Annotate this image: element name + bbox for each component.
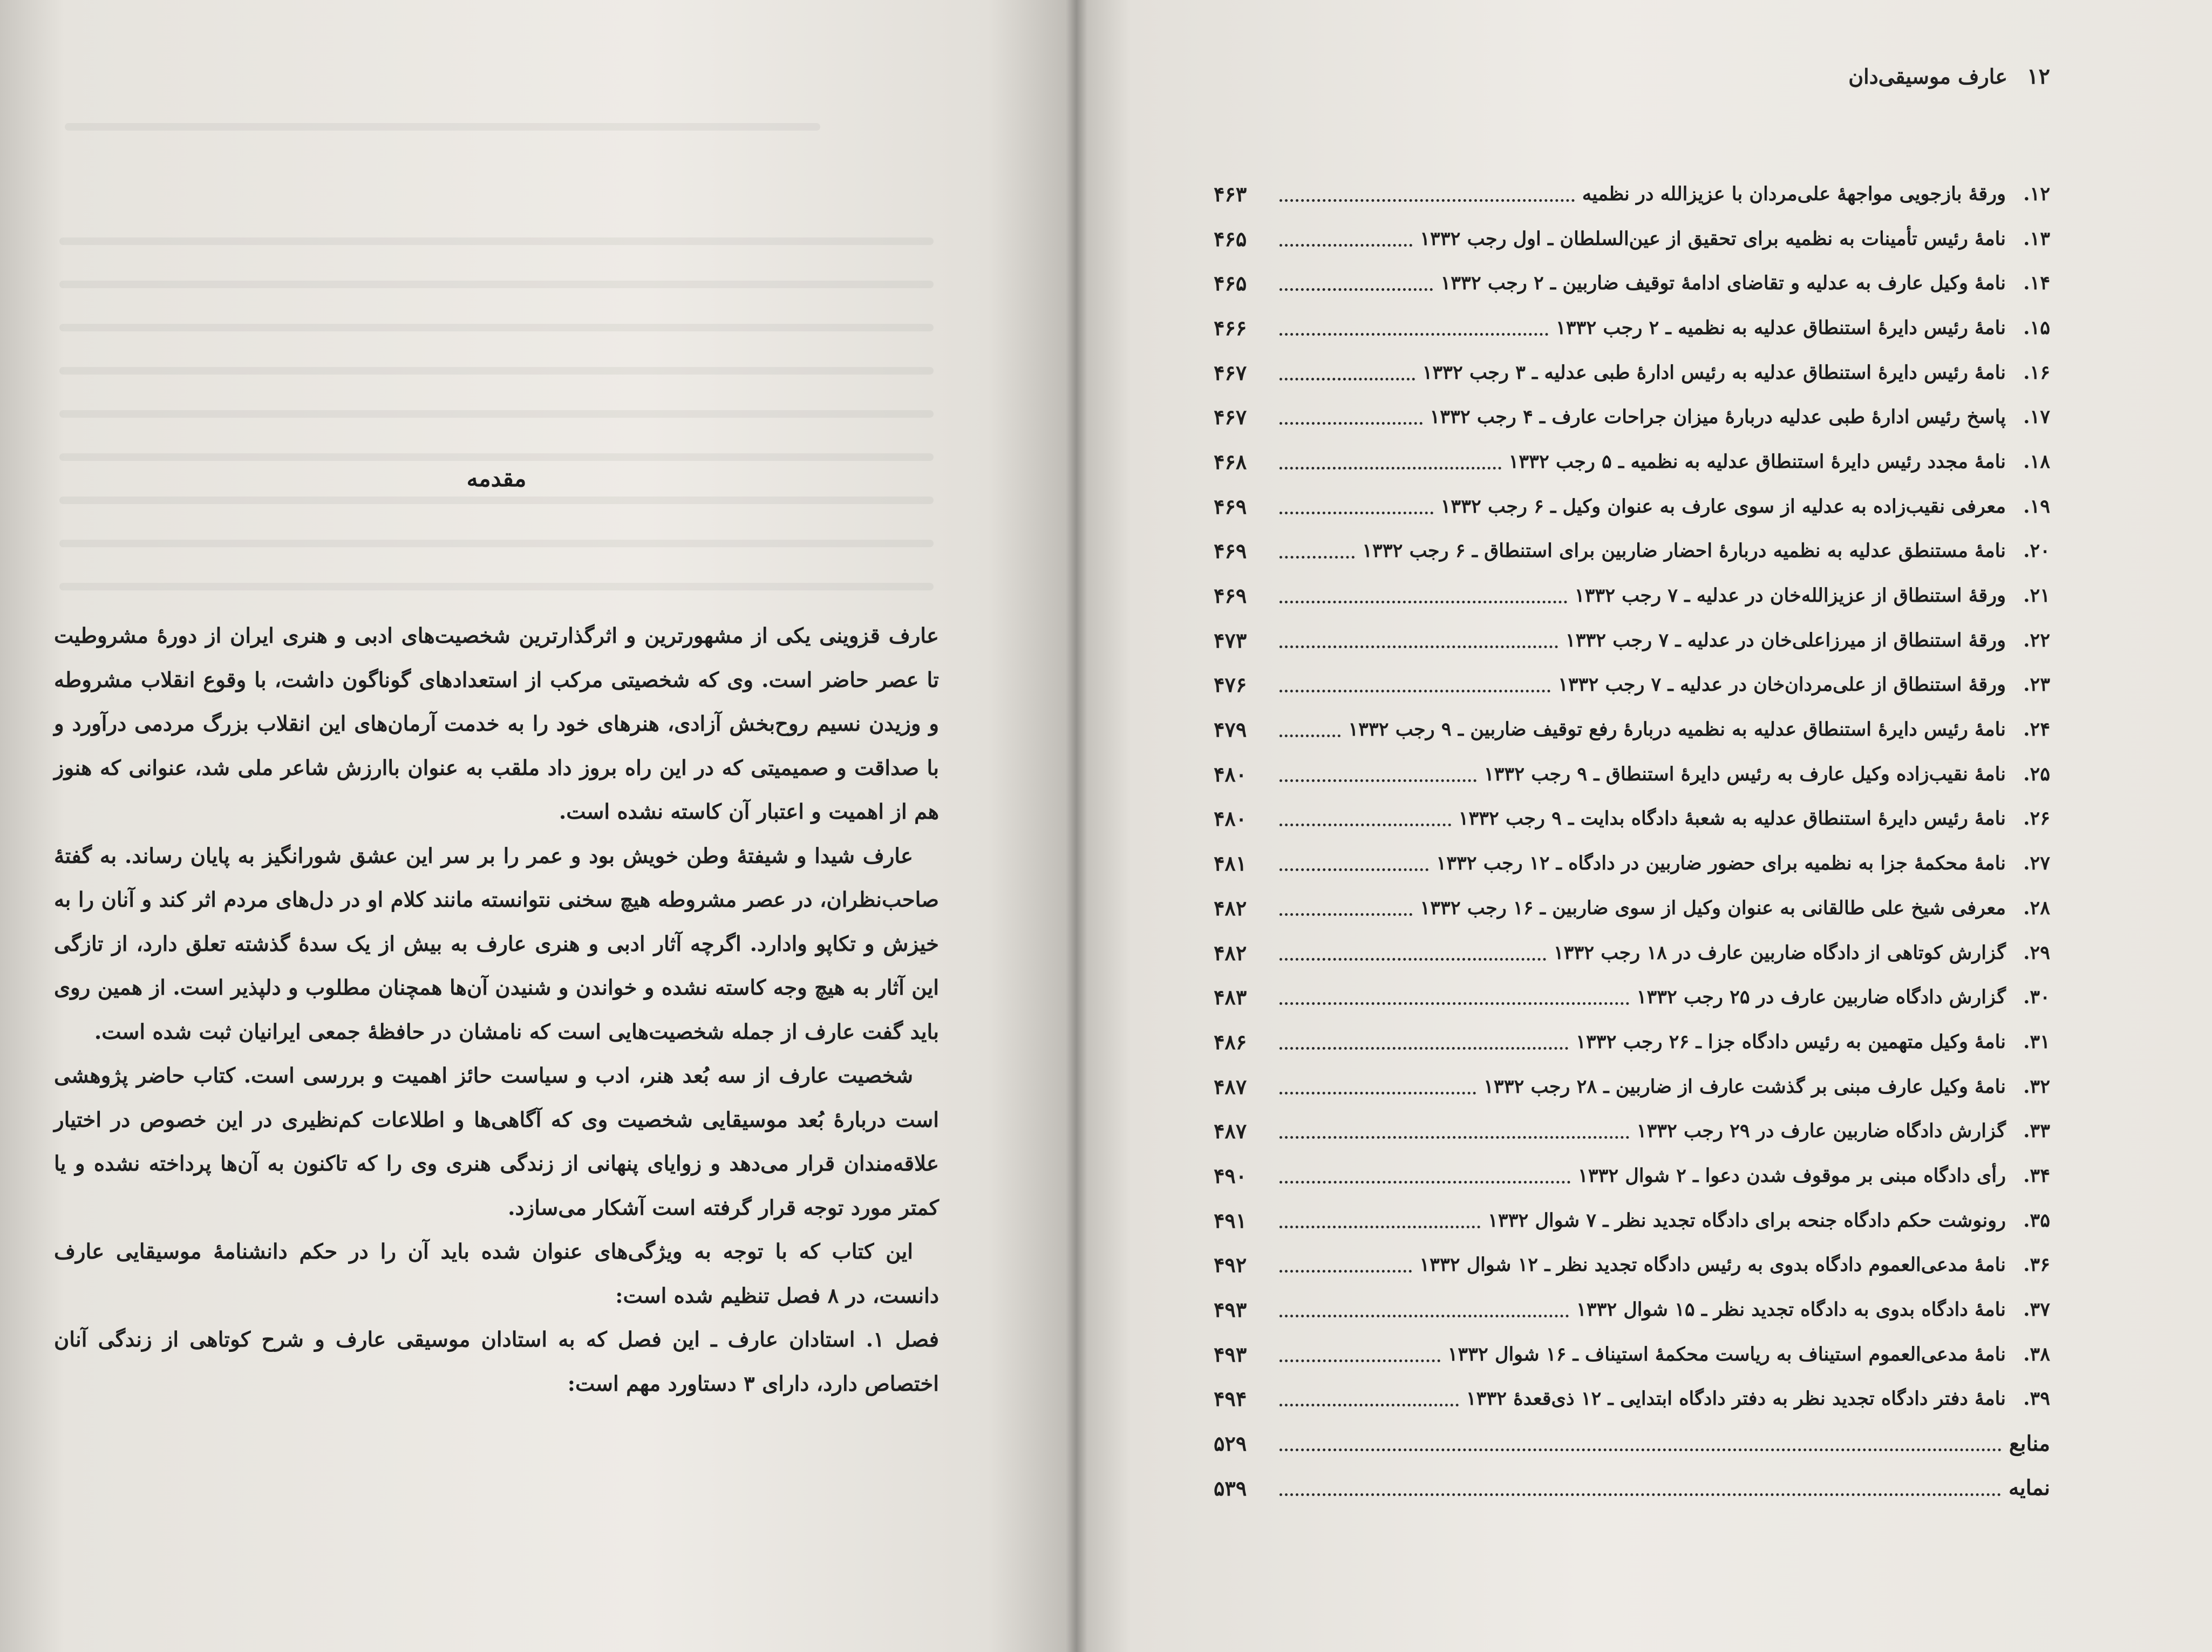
dot-leader [1279, 1315, 1569, 1317]
toc-entry-title: نامهٔ دفتر دادگاه تجدید نظر به دفتر دادگاه ابتدایی ـ ۱۲ ذی‌قعدهٔ ۱۳۳۲ [1466, 1388, 2006, 1410]
toc-entry-title: معرفی نقیب‌زاده به عدلیه از سوی عارف به عنوان وکیل ـ ۶ رجب ۱۳۳۲ [1440, 495, 2006, 518]
toc-entry [1214, 975, 2050, 1019]
toc-entry-title: ورقهٔ استنطاق از علی‌مردان‌خان در عدلیه ـ ۷ رجب ۱۳۳۲ [1558, 674, 2006, 696]
toc-entry-title: نامهٔ رئیس دایرهٔ استنطاق عدلیه به رئیس ادارهٔ طبی عدلیه ـ ۳ رجب ۱۳۳۲ [1422, 361, 2006, 384]
toc-entry [1214, 172, 2050, 216]
toc-entry [1214, 1198, 2050, 1243]
toc-entry [1214, 930, 2050, 975]
toc-entry [1214, 305, 2050, 350]
running-head [1848, 64, 2050, 89]
toc-entry-number: ۳۰. [2023, 986, 2050, 1009]
toc-entry-number: ۳۹. [2023, 1388, 2050, 1410]
toc-entry [1214, 797, 2050, 841]
right-page [1074, 0, 2212, 1652]
toc-entry-page: ۴۸۰ [1214, 762, 1247, 786]
chapter-term: فصل ۱. استادان عارف ـ [711, 1328, 939, 1352]
toc-entry [1214, 1377, 2050, 1422]
toc-entry-page: ۴۶۷ [1214, 360, 1247, 385]
toc-entry-title: نامهٔ وکیل عارف به عدلیه و تقاضای ادامهٔ توقیف ضاربین ـ ۲ رجب ۱۳۳۲ [1440, 272, 2006, 295]
toc-entry-number: ۲۷. [2023, 852, 2050, 875]
toc-entry-number: ۳۳. [2023, 1120, 2050, 1143]
toc-entry-title: ورقهٔ بازجویی مواجههٔ علی‌مردان با عزیزالله در نظمیه [1582, 182, 2006, 205]
toc-entry [1214, 1109, 2050, 1153]
dot-leader [1279, 1359, 1440, 1362]
toc-entry [1214, 216, 2050, 261]
dot-leader [1279, 1047, 1568, 1050]
toc-entry-page: ۴۶۸ [1214, 449, 1247, 474]
paragraph: شخصیت عارف از سه بُعد هنر، ادب و سیاست حائز اهمیت و بررسی است. کتاب حاضر پژوهشی است دربارهٔ بُعد موسیقایی شخصیت وی که آگاهی‌ها و اطلاعات کم‌نظیری در این خصوص در اختیار علاقه‌مندان قرار می‌دهد و زوایای پنهانی از زندگی هنری وی را که تاکنون به آن‌ها پرداخته نشده و یا کمتر مورد توجه قرار گرفته است آشکار می‌سازد. [54, 1064, 939, 1220]
dot-leader [1279, 645, 1558, 648]
toc-entry-number: ۱۲. [2023, 182, 2050, 205]
toc-entry [1214, 1153, 2050, 1198]
toc-entry-title: ورقهٔ استنطاق از عزیزالله‌خان در عدلیه ـ ۷ رجب ۱۳۳۲ [1574, 584, 2006, 607]
toc-entry-title: نامهٔ رئیس دایرهٔ استنطاق عدلیه به نظمیه دربارهٔ رفع توقیف ضاربین ـ ۹ رجب ۱۳۳۲ [1348, 718, 2006, 741]
toc-entry-title: نامهٔ محکمهٔ جزا به نظمیه برای حضور ضاربین در دادگاه ـ ۱۲ رجب ۱۳۳۲ [1436, 852, 2006, 875]
toc-entry-number: ۲۱. [2023, 584, 2050, 607]
toc-entry [1214, 618, 2050, 663]
dot-leader [1279, 244, 1412, 247]
dot-leader [1279, 1404, 1459, 1406]
toc-entry-number: ۲۲. [2023, 629, 2050, 651]
dot-leader [1279, 735, 1340, 737]
dot-leader [1279, 958, 1546, 961]
dot-leader [1279, 1181, 1570, 1184]
toc-entry [1214, 573, 2050, 618]
toc-entry-title: نامهٔ نقیب‌زاده وکیل عارف به رئیس دایرهٔ استنطاق ـ ۹ رجب ۱۳۳۲ [1483, 763, 2006, 785]
book-gutter [1066, 0, 1087, 1652]
toc-entry-title: نامهٔ رئیس تأمینات به نظمیه برای تحقیق از عین‌السلطان ـ اول رجب ۱۳۳۲ [1420, 227, 2006, 250]
toc-entry-number: ۱۹. [2023, 495, 2050, 518]
toc-entry-page: ۴۹۱ [1214, 1208, 1247, 1233]
toc-entry-title: رونوشت حکم دادگاه جنحه برای دادگاه تجدید نظر ـ ۷ شوال ۱۳۳۲ [1488, 1209, 2006, 1232]
chapter-text: این فصل که به استادان موسیقی عارف و شرح کوتاهی از زندگی آنان اختصاص دارد، دارای ۳ دستاورد مهم است: [54, 1328, 939, 1396]
toc-entry-page: ۴۷۳ [1214, 628, 1247, 652]
dot-leader [1279, 378, 1415, 380]
dot-leader [1279, 824, 1451, 826]
dot-leader [1279, 913, 1412, 916]
toc-entry-title: گزارش دادگاه ضاربین عارف در ۲۹ رجب ۱۳۳۲ [1636, 1120, 2006, 1143]
toc-entry-page: ۴۹۲ [1214, 1253, 1247, 1277]
toc-entry-title: نامهٔ مدعی‌العموم دادگاه بدوی به رئیس دادگاه تجدید نظر ـ ۱۲ شوال ۱۳۳۲ [1419, 1254, 2006, 1276]
toc-entry-title: نامهٔ رئیس دایرهٔ استنطاق عدلیه به نظمیه ـ ۲ رجب ۱۳۳۲ [1556, 316, 2006, 339]
toc-entry-title: منابع [2009, 1431, 2050, 1456]
toc-entry-number: ۳۱. [2023, 1030, 2050, 1053]
toc-entry-page: ۴۶۹ [1214, 583, 1247, 608]
table-of-contents [1214, 172, 2050, 1511]
dot-leader [1279, 422, 1423, 425]
toc-entry-number: ۲۶. [2023, 807, 2050, 830]
paragraph: عارف شیدا و شیفتهٔ وطن خویش بود و عمر را بر سر این عشق شورانگیز به پایان رساند. به گفتهٔ صاحب‌نظران، در عصر مشروطه هیچ سخنی نتوانسته مانند کلام او در دل‌های مردم اثر کند و آنان را به خیزش و تکاپو وادارد. اگرچه آثار ادبی و هنری عارف به بیش از یک سدهٔ گذشته تعلق دارد، از تازگی این آثار به هیچ وجه کاسته نشده و خواندن و شنیدن آن‌ها همچنان مطلوب و دلپذیر است. از همین روی باید گفت عارف از جمله شخصیت‌هایی است که نامشان در حافظهٔ جمعی ایرانیان ثبت شده است. [54, 844, 939, 1044]
toc-entry-page: ۴۶۵ [1214, 271, 1247, 296]
toc-entry-number: ۳۴. [2023, 1164, 2050, 1187]
dot-leader [1279, 779, 1476, 782]
toc-entry-page: ۴۶۵ [1214, 226, 1247, 251]
toc-entry [1214, 439, 2050, 484]
toc-entry [1214, 663, 2050, 708]
toc-entry-page: ۴۸۳ [1214, 985, 1247, 1010]
dot-leader [1279, 690, 1550, 692]
toc-entry-page: ۴۶۷ [1214, 405, 1247, 430]
toc-entry-page: ۴۶۹ [1214, 494, 1247, 519]
dot-leader [1279, 467, 1501, 470]
chapter-paragraph [54, 1318, 939, 1406]
toc-back-matter-entry [1214, 1421, 2050, 1466]
dot-leader [1279, 1092, 1476, 1094]
toc-entry-page: ۴۷۶ [1214, 672, 1247, 697]
toc-entry-number: ۱۷. [2023, 406, 2050, 429]
toc-entry-title: نامهٔ دادگاه بدوی به دادگاه تجدید نظر ـ ۱۵ شوال ۱۳۳۲ [1576, 1299, 2006, 1321]
toc-entry-page: ۴۶۶ [1214, 315, 1247, 340]
dot-leader [1279, 512, 1433, 514]
toc-entry-number: ۱۳. [2023, 227, 2050, 250]
toc-entry-number: ۱۵. [2023, 316, 2050, 339]
section-heading: مقدمه [466, 465, 527, 492]
toc-entry-number: ۳۶. [2023, 1254, 2050, 1276]
toc-entry [1214, 395, 2050, 439]
toc-entry-title: گزارش کوتاهی از دادگاه ضاربین عارف در ۱۸ رجب ۱۳۳۲ [1553, 941, 2006, 964]
toc-entry-page: ۴۸۰ [1214, 806, 1247, 831]
toc-entry-page: ۴۹۰ [1214, 1163, 1247, 1188]
toc-entry-number: ۳۸. [2023, 1343, 2050, 1365]
toc-entry-title: نامهٔ وکیل عارف مبنی بر گذشت عارف از ضاربین ـ ۲۸ رجب ۱۳۳۲ [1483, 1075, 2006, 1098]
toc-entry-title: نامهٔ وکیل متهمین به رئیس دادگاه جزا ـ ۲۶ رجب ۱۳۳۲ [1576, 1030, 2006, 1053]
toc-entry-title: رأی دادگاه مبنی بر موقوف شدن دعوا ـ ۲ شوال ۱۳۳۲ [1578, 1164, 2006, 1187]
introduction-body [54, 614, 939, 1406]
toc-entry-title: ورقهٔ استنطاق از میرزاعلی‌خان در عدلیه ـ ۷ رجب ۱۳۳۲ [1565, 629, 2006, 651]
toc-entry-title: پاسخ رئیس ادارهٔ طبی عدلیه دربارهٔ میزان جراحات عارف ـ ۴ رجب ۱۳۳۲ [1430, 406, 2006, 429]
toc-entry-page: ۵۳۹ [1214, 1476, 1247, 1500]
dot-leader [1279, 1270, 1412, 1273]
toc-entry-page: ۴۸۲ [1214, 940, 1247, 965]
dot-leader [1279, 601, 1567, 603]
page-number: ۱۲ [2027, 64, 2050, 89]
dot-leader [1279, 1136, 1629, 1139]
toc-entry [1214, 1287, 2050, 1332]
toc-entry [1214, 350, 2050, 395]
toc-entry-number: ۳۵. [2023, 1209, 2050, 1232]
toc-entry [1214, 1019, 2050, 1064]
toc-entry [1214, 484, 2050, 529]
toc-entry [1214, 707, 2050, 752]
toc-entry [1214, 1332, 2050, 1377]
toc-entry [1214, 529, 2050, 574]
toc-entry-page: ۴۹۴ [1214, 1386, 1247, 1411]
left-page [0, 0, 1074, 1652]
toc-entry-page: ۴۸۱ [1214, 851, 1247, 876]
dot-leader [1279, 1493, 2001, 1496]
toc-entry-page: ۴۷۹ [1214, 717, 1247, 742]
toc-entry-page: ۴۹۳ [1214, 1297, 1247, 1322]
toc-entry-number: ۲۹. [2023, 941, 2050, 964]
toc-entry-title: نامهٔ مدعی‌العموم استیناف به ریاست محکمهٔ استیناف ـ ۱۶ شوال ۱۳۳۲ [1447, 1343, 2006, 1365]
toc-entry-title: نامهٔ مجدد رئیس دایرهٔ استنطاق عدلیه به نظمیه ـ ۵ رجب ۱۳۳۲ [1508, 450, 2006, 473]
toc-entry [1214, 841, 2050, 886]
toc-entry [1214, 261, 2050, 305]
toc-entry-page: ۴۸۷ [1214, 1074, 1247, 1099]
running-title: عارف موسیقی‌دان [1848, 64, 2008, 89]
toc-entry-page: ۴۸۷ [1214, 1119, 1247, 1144]
dot-leader [1279, 556, 1355, 559]
toc-entry-number: ۳۲. [2023, 1075, 2050, 1098]
toc-entry-page: ۴۸۲ [1214, 895, 1247, 920]
toc-entry-title: نامهٔ رئیس دایرهٔ استنطاق عدلیه به شعبهٔ دادگاه بدایت ـ ۹ رجب ۱۳۳۲ [1458, 807, 2006, 830]
paragraph: این کتاب که با توجه به ویژگی‌های عنوان شده باید آن را در حکم دانشنامهٔ موسیقایی عارف دانست، در ۸ فصل تنظیم شده است: [54, 1240, 939, 1308]
toc-entry-number: ۲۳. [2023, 674, 2050, 696]
toc-entry [1214, 1243, 2050, 1288]
dot-leader [1279, 868, 1428, 871]
toc-entry-page: ۴۶۹ [1214, 539, 1247, 563]
toc-entry-number: ۱۴. [2023, 272, 2050, 295]
toc-entry-number: ۲۸. [2023, 896, 2050, 919]
toc-entry-number: ۲۵. [2023, 763, 2050, 785]
dot-leader [1279, 1002, 1629, 1005]
toc-entry-title: معرفی شیخ علی طالقانی به عنوان وکیل از سوی ضاربین ـ ۱۶ رجب ۱۳۳۲ [1420, 896, 2006, 919]
toc-entry-number: ۱۶. [2023, 361, 2050, 384]
toc-entry-page: ۵۲۹ [1214, 1431, 1247, 1456]
toc-back-matter-entry [1214, 1466, 2050, 1511]
left-page-content [54, 0, 939, 1652]
dot-leader [1279, 199, 1575, 202]
dot-leader [1279, 1226, 1480, 1228]
toc-entry-title: گزارش دادگاه ضاربین عارف در ۲۵ رجب ۱۳۳۲ [1636, 986, 2006, 1009]
toc-entry-title: نامهٔ مستنطق عدلیه به نظمیه دربارهٔ احضار ضاربین برای استنطاق ـ ۶ رجب ۱۳۳۲ [1362, 540, 2006, 562]
toc-entry-number: ۲۰. [2023, 540, 2050, 562]
toc-entry-number: ۳۷. [2023, 1299, 2050, 1321]
toc-entry-number: ۱۸. [2023, 450, 2050, 473]
dot-leader [1279, 1449, 2002, 1451]
toc-entry [1214, 752, 2050, 797]
toc-entry [1214, 886, 2050, 930]
paragraph: عارف قزوینی یکی از مشهورترین و اثرگذارترین شخصیت‌های ادبی و هنری ایران از دورهٔ مشروطیت تا عصر حاضر است. وی که شخصیتی مرکب از استعدادهای گوناگون داشت، با وقوع انقلاب مشروطه و وزیدن نسیم روح‌بخش آزادی، هنرهای خود را به خدمت آرمان‌های این انقلاب بزرگ مردمی درآورد و با صداقت و صمیمیتی که در این راه بروز داد ملقب به عنوان باارزش شاعر ملی شد، عنوانی که هنوز هم از اهمیت و اعتبار آن کاسته نشده است. [54, 624, 939, 824]
toc-entry-title: نمایه [2008, 1476, 2050, 1501]
dot-leader [1279, 333, 1548, 336]
toc-entry-page: ۴۸۶ [1214, 1029, 1247, 1054]
toc-entry-number: ۲۴. [2023, 718, 2050, 741]
toc-entry [1214, 1064, 2050, 1109]
toc-entry-page: ۴۹۳ [1214, 1342, 1247, 1367]
dot-leader [1279, 288, 1433, 291]
toc-entry-page: ۴۶۳ [1214, 181, 1247, 206]
